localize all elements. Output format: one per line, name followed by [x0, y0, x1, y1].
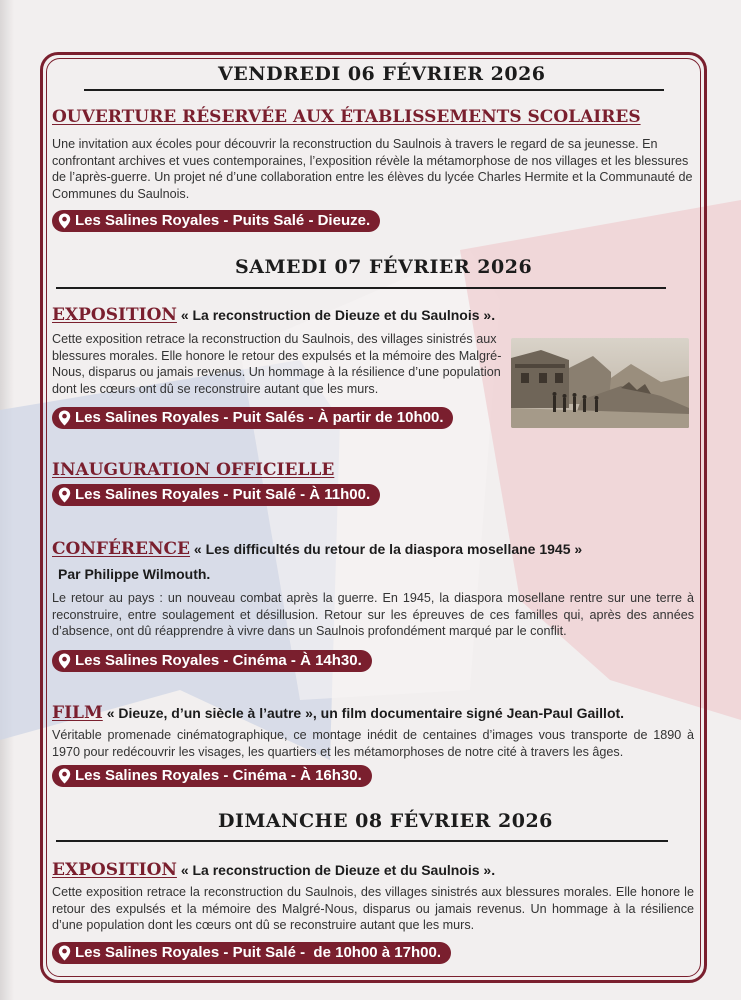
- sunday-exposition-heading: [52, 860, 495, 880]
- conference-title: « Les difficultés du retour de la diaspora mosellane 1945 »: [193, 541, 583, 557]
- friday-section-keyword: OUVERTURE RÉSERVÉE AUX ÉTABLISSEMENTS SCOLAIRES: [52, 107, 641, 127]
- inauguration-keyword: INAUGURATION OFFICIELLE: [52, 460, 335, 480]
- sunday-exposition-location-badge: [52, 942, 451, 964]
- reconstruction-photo: [511, 338, 689, 428]
- conference-keyword: CONFÉRENCE: [52, 539, 191, 559]
- friday-rule: [84, 89, 664, 91]
- film-keyword: FILM: [52, 703, 103, 723]
- location-pin-icon: [58, 653, 71, 669]
- saturday-exposition-text: Cette exposition retrace la reconstruction du Saulnois, des villages sinistrés aux blessures morales. Elle honore le retour des expulsés et la mémoire des Malgré-Nous, disparus ou jamais revenus. Un hommage à la résilience d’une population dont les cœurs ont dû se reconstruire autant que les murs.: [52, 332, 502, 396]
- friday-location-badge: [52, 210, 380, 232]
- location-pin-icon: [58, 410, 71, 426]
- ruins-photo-image: [511, 338, 689, 428]
- conference-location-text: Les Salines Royales - Cinéma - À 14h30.: [75, 652, 362, 669]
- sunday-exposition-keyword: EXPOSITION: [52, 860, 177, 880]
- film-location-text: Les Salines Royales - Cinéma - À 16h30.: [75, 767, 362, 784]
- location-pin-icon: [58, 487, 71, 503]
- location-pin-icon: [58, 945, 71, 961]
- saturday-rule: [56, 287, 666, 289]
- saturday-title: SAMEDI 07 FÉVRIER 2026: [235, 256, 533, 278]
- saturday-exposition-location-badge: [52, 407, 453, 429]
- conference-heading: [52, 539, 582, 559]
- film-text: Véritable promenade cinématographique, ce montage inédit de centaines d’images vous transporte de 1890 à 1970 pour redécouvrir les visages, les quartiers et les métamorphoses de notre cité à travers les âges.: [52, 728, 694, 759]
- saturday-exposition-location-text: Les Salines Royales - Puit Salés - À partir de 10h00.: [75, 409, 444, 426]
- sunday-exposition-text: Cette exposition retrace la reconstruction du Saulnois, des villages sinistrés aux blessures morales. Elle honore le retour des expulsés et la mémoire des Malgré-Nous, disparus ou jamais revenus. Un hommage à la résilience d’une population dont les cœurs ont dû se reconstruire autant que les murs.: [52, 885, 694, 932]
- sunday-rule: [56, 840, 668, 842]
- film-heading: [52, 703, 624, 723]
- sunday-title: DIMANCHE 08 FÉVRIER 2026: [218, 810, 553, 832]
- inauguration-location-text: Les Salines Royales - Puit Salé - À 11h00.: [75, 486, 371, 503]
- film-title: « Dieuze, d’un siècle à l’autre », un film documentaire signé Jean-Paul Gaillot.: [106, 705, 625, 721]
- sunday-exposition-location-text: Les Salines Royales - Puit Salé - de 10h00 à 17h00.: [75, 944, 442, 961]
- location-pin-icon: [58, 213, 71, 229]
- saturday-exposition-keyword: EXPOSITION: [52, 305, 177, 325]
- conference-location-badge: [52, 650, 372, 672]
- friday-section-text: Une invitation aux écoles pour découvrir la reconstruction du Saulnois à travers le regard de sa jeunesse. En confrontant archives et vues contemporaines, l’exposition révèle la métamorphose de nos villages et les blessures de l’après-guerre. Un projet né d’une collaboration entre les élèves du lycée Charles Hermite et la Communauté de Communes du Saulnois.: [52, 137, 693, 201]
- film-location-badge: [52, 765, 372, 787]
- saturday-exposition-title: « La reconstruction de Dieuze et du Saulnois ».: [180, 307, 496, 323]
- inauguration-location-badge: [52, 484, 380, 506]
- conference-text: Le retour au pays : un nouveau combat après la guerre. En 1945, la diaspora mosellane rentre sur une terre à reconstruire, entre soulagement et désillusion. Retour sur les épreuves de ces familles qui, après des années d’absence, ont dû réapprendre à vivre dans un Saulnois profondément marqué par le conflit.: [52, 591, 694, 638]
- sunday-exposition-title: « La reconstruction de Dieuze et du Saulnois ».: [180, 862, 496, 878]
- friday-title: VENDREDI 06 FÉVRIER 2026: [218, 63, 546, 85]
- conference-presenter: Par Philippe Wilmouth.: [58, 566, 211, 582]
- location-pin-icon: [58, 768, 71, 784]
- friday-location-text: Les Salines Royales - Puits Salé - Dieuze.: [75, 212, 371, 229]
- saturday-exposition-heading: [52, 305, 495, 325]
